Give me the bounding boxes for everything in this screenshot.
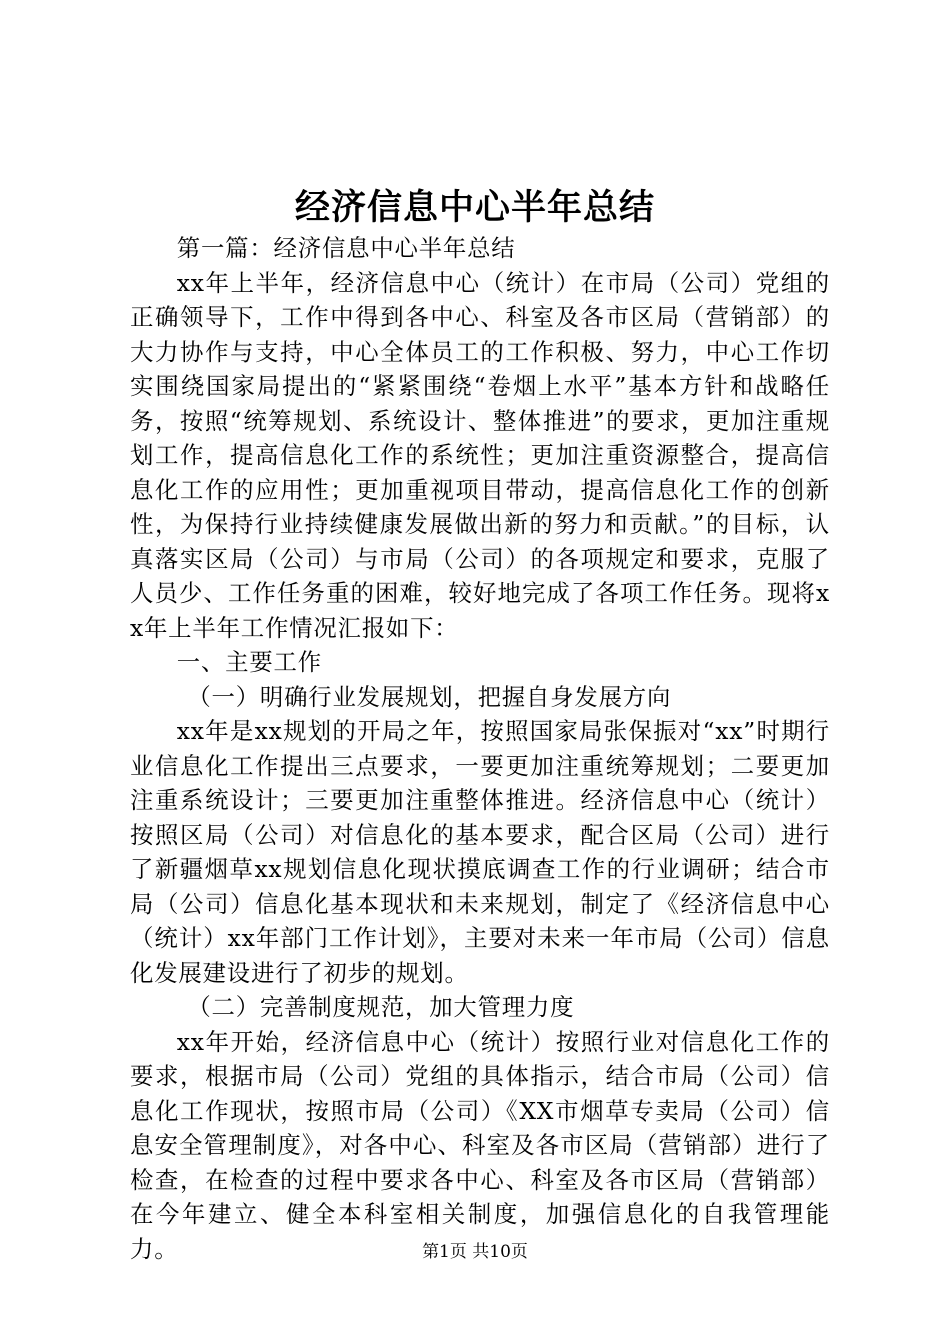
heading-main-work: 一、主要工作 — [176, 648, 322, 676]
intro-paragraph: xx年上半年，经济信息中心（统计）在市局（公司）党组的正确领导下，工作中得到各中心、科室及各市区局（营销部）的大力协作与支持，中心全体员工的工作积极、努力，中心工作切实围绕国家局提出的“紧紧围绕“卷烟上水平”基本方针和战略任务，按照“统筹规划、系统设计、整体推进”的要求，更加注重规划工作，提高信息化工作的系统性；更加注重资源整合，提高信息化工作的应用性；更加重视项目带动，提高信息化工作的创新性，为保持行业持续健康发展做出新的努力和贡献。”的目标，认真落实区局（公司）与市局（公司）的各项规定和要求，克服了人员少、工作任务重的困难，较好地完成了各项工作任务。现将xx年上半年工作情况汇报如下： — [130, 268, 830, 642]
subheading-system-standards: （二）完善制度规范，加大管理力度 — [187, 993, 575, 1021]
section-heading-part-one: 第一篇：经济信息中心半年总结 — [176, 234, 516, 262]
document-body — [130, 231, 830, 1266]
document-title: 经济信息中心半年总结 — [294, 188, 655, 228]
paragraph-development-plan: xx年是xx规划的开局之年，按照国家局张保振对“xx”时期行业信息化工作提出三点要求，一要更加注重统筹规划；二要更加注重系统设计；三要更加注重整体推进。经济信息中心（统计）按照区局（公司）对信息化的基本要求，配合区局（公司）进行了新疆烟草xx规划信息化现状摸底调查工作的行业调研；结合市局（公司）信息化基本现状和未来规划，制定了《经济信息中心（统计）xx年部门工作计划》，主要对未来一年市局（公司）信息化发展建设进行了初步的规划。 — [130, 717, 830, 987]
paragraph-system-standards: xx年开始，经济信息中心（统计）按照行业对信息化工作的要求，根据市局（公司）党组的具体指示，结合市局（公司）信息化工作现状，按照市局（公司）《XX市烟草专卖局（公司）信息安全管理制度》，对各中心、科室及各市区局（营销部）进行了检查，在检查的过程中要求各中心、科室及各市区局（营销部）在今年建立、健全本科室相关制度，加强信息化的自我管理能力。 — [130, 1027, 830, 1263]
page-footer: 第1页 共10页 — [422, 1242, 528, 1262]
subheading-development-plan: （一）明确行业发展规划，把握自身发展方向 — [187, 682, 672, 711]
